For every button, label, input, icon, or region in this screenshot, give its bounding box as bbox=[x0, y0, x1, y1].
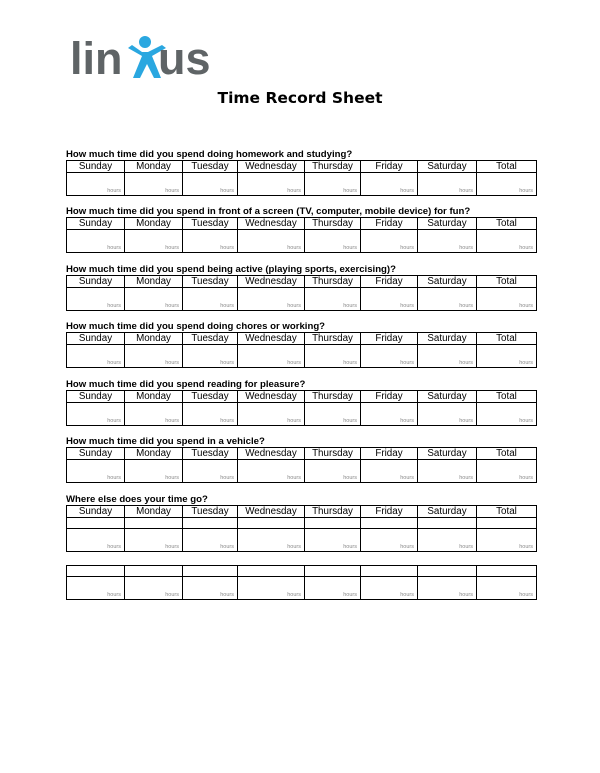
label-cell[interactable] bbox=[67, 518, 125, 529]
day-grid bbox=[66, 275, 537, 311]
hours-label: hours bbox=[343, 188, 357, 194]
day-header-row bbox=[67, 161, 537, 173]
logo-text-left: lin bbox=[70, 33, 123, 84]
entry-cell-tuesday[interactable] bbox=[183, 577, 238, 600]
hours-label: hours bbox=[459, 418, 473, 424]
day-header-total: Total bbox=[477, 506, 537, 518]
entry-cell-saturday[interactable] bbox=[418, 577, 477, 600]
hours-entry-row bbox=[67, 345, 537, 368]
day-header-thursday: Thursday bbox=[305, 448, 361, 460]
label-cell[interactable] bbox=[477, 566, 537, 577]
day-header-sunday: Sunday bbox=[67, 218, 125, 230]
hours-label: hours bbox=[165, 188, 179, 194]
label-cell[interactable] bbox=[418, 566, 477, 577]
entry-cell-thursday[interactable] bbox=[305, 230, 361, 253]
hours-label: hours bbox=[165, 360, 179, 366]
entry-cell-saturday[interactable] bbox=[418, 173, 477, 196]
hours-label: hours bbox=[220, 245, 234, 251]
hours-label: hours bbox=[519, 592, 533, 598]
section-1 bbox=[66, 149, 536, 196]
section-question: How much time did you spend being active (playing sports, exercising)? bbox=[66, 264, 396, 275]
entry-cell-friday[interactable] bbox=[361, 460, 418, 483]
day-grid bbox=[66, 332, 537, 368]
hours-label: hours bbox=[220, 360, 234, 366]
entry-cell-thursday[interactable] bbox=[305, 529, 361, 552]
entry-cell-sunday[interactable] bbox=[67, 460, 125, 483]
hours-label: hours bbox=[220, 188, 234, 194]
entry-cell-sunday[interactable] bbox=[67, 403, 125, 426]
day-header-tuesday: Tuesday bbox=[183, 333, 238, 345]
day-header-saturday: Saturday bbox=[418, 448, 477, 460]
entry-cell-tuesday[interactable] bbox=[183, 529, 238, 552]
entry-cell-monday[interactable] bbox=[125, 345, 183, 368]
hours-label: hours bbox=[220, 592, 234, 598]
hours-label: hours bbox=[220, 303, 234, 309]
label-cell[interactable] bbox=[125, 518, 183, 529]
day-header-monday: Monday bbox=[125, 506, 183, 518]
hours-label: hours bbox=[343, 360, 357, 366]
entry-cell-thursday[interactable] bbox=[305, 460, 361, 483]
hours-entry-row bbox=[67, 529, 537, 552]
day-header-friday: Friday bbox=[361, 391, 418, 403]
day-header-row bbox=[67, 218, 537, 230]
label-cell[interactable] bbox=[305, 518, 361, 529]
day-header-monday: Monday bbox=[125, 218, 183, 230]
day-header-sunday: Sunday bbox=[67, 276, 125, 288]
entry-cell-wednesday[interactable] bbox=[238, 345, 305, 368]
section-question: How much time did you spend reading for pleasure? bbox=[66, 379, 306, 390]
hours-label: hours bbox=[107, 544, 121, 550]
section-question: How much time did you spend in a vehicle? bbox=[66, 436, 265, 447]
day-header-monday: Monday bbox=[125, 333, 183, 345]
section-question: Where else does your time go? bbox=[66, 494, 208, 505]
entry-cell-monday[interactable] bbox=[125, 460, 183, 483]
hours-label: hours bbox=[400, 188, 414, 194]
day-header-total: Total bbox=[477, 391, 537, 403]
day-header-sunday: Sunday bbox=[67, 448, 125, 460]
hours-label: hours bbox=[165, 544, 179, 550]
hours-label: hours bbox=[165, 418, 179, 424]
hours-entry-row bbox=[67, 230, 537, 253]
day-header-tuesday: Tuesday bbox=[183, 276, 238, 288]
hours-label: hours bbox=[343, 418, 357, 424]
day-header-thursday: Thursday bbox=[305, 218, 361, 230]
hours-label: hours bbox=[459, 303, 473, 309]
logo-graphic bbox=[70, 33, 211, 88]
entry-cell-friday[interactable] bbox=[361, 288, 418, 311]
entry-cell-tuesday[interactable] bbox=[183, 173, 238, 196]
blank-label-row bbox=[67, 518, 537, 529]
hours-label: hours bbox=[287, 544, 301, 550]
day-grid bbox=[66, 160, 537, 196]
hours-label: hours bbox=[459, 360, 473, 366]
page-title: Time Record Sheet bbox=[217, 89, 383, 107]
day-header-wednesday: Wednesday bbox=[238, 161, 305, 173]
day-header-saturday: Saturday bbox=[418, 161, 477, 173]
hours-label: hours bbox=[400, 303, 414, 309]
day-header-row bbox=[67, 391, 537, 403]
day-grid bbox=[66, 217, 537, 253]
day-header-wednesday: Wednesday bbox=[238, 218, 305, 230]
hours-label: hours bbox=[400, 592, 414, 598]
hours-label: hours bbox=[165, 245, 179, 251]
label-cell[interactable] bbox=[238, 518, 305, 529]
hours-label: hours bbox=[287, 475, 301, 481]
day-header-friday: Friday bbox=[361, 506, 418, 518]
section-3 bbox=[66, 264, 536, 311]
entry-cell-monday[interactable] bbox=[125, 529, 183, 552]
day-header-wednesday: Wednesday bbox=[238, 448, 305, 460]
day-header-row bbox=[67, 448, 537, 460]
entry-cell-monday[interactable] bbox=[125, 288, 183, 311]
day-header-tuesday: Tuesday bbox=[183, 218, 238, 230]
day-header-monday: Monday bbox=[125, 448, 183, 460]
logo-text-right: us bbox=[158, 33, 211, 84]
day-grid bbox=[66, 505, 537, 552]
label-cell[interactable] bbox=[183, 518, 238, 529]
section-5 bbox=[66, 379, 536, 426]
hours-label: hours bbox=[519, 303, 533, 309]
hours-label: hours bbox=[343, 592, 357, 598]
hours-label: hours bbox=[400, 475, 414, 481]
day-header-friday: Friday bbox=[361, 276, 418, 288]
hours-label: hours bbox=[459, 592, 473, 598]
hours-label: hours bbox=[459, 188, 473, 194]
day-header-thursday: Thursday bbox=[305, 161, 361, 173]
day-grid bbox=[66, 390, 537, 426]
day-header-total: Total bbox=[477, 333, 537, 345]
label-cell[interactable] bbox=[305, 566, 361, 577]
entry-cell-sunday[interactable] bbox=[67, 345, 125, 368]
entry-cell-tuesday[interactable] bbox=[183, 345, 238, 368]
day-header-sunday: Sunday bbox=[67, 161, 125, 173]
hours-label: hours bbox=[165, 475, 179, 481]
entry-cell-friday[interactable] bbox=[361, 230, 418, 253]
entry-cell-tuesday[interactable] bbox=[183, 460, 238, 483]
hours-entry-row bbox=[67, 173, 537, 196]
hours-entry-row bbox=[67, 460, 537, 483]
entry-cell-total[interactable] bbox=[477, 288, 537, 311]
entry-cell-total[interactable] bbox=[477, 529, 537, 552]
entry-cell-thursday[interactable] bbox=[305, 577, 361, 600]
entry-cell-friday[interactable] bbox=[361, 173, 418, 196]
section-question: How much time did you spend doing chores or working? bbox=[66, 321, 326, 332]
hours-label: hours bbox=[519, 418, 533, 424]
section-question: How much time did you spend in front of a screen (TV, computer, mobile device) for fun? bbox=[66, 206, 471, 217]
day-header-total: Total bbox=[477, 276, 537, 288]
blank-label-row bbox=[67, 566, 537, 577]
entry-cell-thursday[interactable] bbox=[305, 173, 361, 196]
entry-cell-wednesday[interactable] bbox=[238, 460, 305, 483]
day-header-saturday: Saturday bbox=[418, 276, 477, 288]
day-header-saturday: Saturday bbox=[418, 333, 477, 345]
hours-label: hours bbox=[107, 188, 121, 194]
day-header-wednesday: Wednesday bbox=[238, 506, 305, 518]
hours-label: hours bbox=[400, 360, 414, 366]
extra-day-grid bbox=[66, 565, 537, 600]
day-header-thursday: Thursday bbox=[305, 506, 361, 518]
hours-label: hours bbox=[107, 360, 121, 366]
entry-cell-monday[interactable] bbox=[125, 403, 183, 426]
hours-label: hours bbox=[343, 544, 357, 550]
day-header-friday: Friday bbox=[361, 448, 418, 460]
hours-label: hours bbox=[343, 245, 357, 251]
label-cell[interactable] bbox=[361, 566, 418, 577]
entry-cell-tuesday[interactable] bbox=[183, 403, 238, 426]
hours-label: hours bbox=[519, 360, 533, 366]
hours-label: hours bbox=[287, 245, 301, 251]
entry-cell-monday[interactable] bbox=[125, 577, 183, 600]
day-header-monday: Monday bbox=[125, 391, 183, 403]
entry-cell-sunday[interactable] bbox=[67, 577, 125, 600]
day-header-wednesday: Wednesday bbox=[238, 276, 305, 288]
day-header-wednesday: Wednesday bbox=[238, 333, 305, 345]
entry-cell-saturday[interactable] bbox=[418, 529, 477, 552]
entry-cell-friday[interactable] bbox=[361, 577, 418, 600]
entry-cell-thursday[interactable] bbox=[305, 288, 361, 311]
hours-label: hours bbox=[459, 544, 473, 550]
day-header-tuesday: Tuesday bbox=[183, 161, 238, 173]
hours-label: hours bbox=[400, 544, 414, 550]
hours-label: hours bbox=[400, 418, 414, 424]
hours-label: hours bbox=[519, 544, 533, 550]
entry-cell-saturday[interactable] bbox=[418, 403, 477, 426]
hours-label: hours bbox=[165, 303, 179, 309]
day-header-tuesday: Tuesday bbox=[183, 448, 238, 460]
entry-cell-saturday[interactable] bbox=[418, 230, 477, 253]
entry-cell-friday[interactable] bbox=[361, 529, 418, 552]
day-header-thursday: Thursday bbox=[305, 391, 361, 403]
entry-cell-friday[interactable] bbox=[361, 403, 418, 426]
entry-cell-wednesday[interactable] bbox=[238, 173, 305, 196]
entry-cell-monday[interactable] bbox=[125, 173, 183, 196]
section-4 bbox=[66, 321, 536, 368]
hours-label: hours bbox=[400, 245, 414, 251]
day-header-friday: Friday bbox=[361, 333, 418, 345]
entry-cell-monday[interactable] bbox=[125, 230, 183, 253]
entry-cell-wednesday[interactable] bbox=[238, 403, 305, 426]
day-header-total: Total bbox=[477, 448, 537, 460]
entry-cell-sunday[interactable] bbox=[67, 230, 125, 253]
day-header-row bbox=[67, 506, 537, 518]
hours-label: hours bbox=[343, 475, 357, 481]
hours-label: hours bbox=[519, 245, 533, 251]
hours-label: hours bbox=[459, 475, 473, 481]
hours-label: hours bbox=[220, 475, 234, 481]
day-header-monday: Monday bbox=[125, 161, 183, 173]
hours-label: hours bbox=[287, 592, 301, 598]
hours-entry-row bbox=[67, 403, 537, 426]
hours-label: hours bbox=[107, 418, 121, 424]
entry-cell-wednesday[interactable] bbox=[238, 288, 305, 311]
day-header-total: Total bbox=[477, 161, 537, 173]
day-header-sunday: Sunday bbox=[67, 391, 125, 403]
day-header-saturday: Saturday bbox=[418, 218, 477, 230]
day-header-thursday: Thursday bbox=[305, 276, 361, 288]
hours-label: hours bbox=[343, 303, 357, 309]
entry-cell-thursday[interactable] bbox=[305, 403, 361, 426]
day-header-thursday: Thursday bbox=[305, 333, 361, 345]
hours-label: hours bbox=[287, 360, 301, 366]
label-cell[interactable] bbox=[477, 518, 537, 529]
entry-cell-friday[interactable] bbox=[361, 345, 418, 368]
hours-label: hours bbox=[107, 245, 121, 251]
entry-cell-sunday[interactable] bbox=[67, 288, 125, 311]
entry-cell-total[interactable] bbox=[477, 173, 537, 196]
day-header-row bbox=[67, 276, 537, 288]
entry-cell-saturday[interactable] bbox=[418, 460, 477, 483]
entry-cell-total[interactable] bbox=[477, 403, 537, 426]
day-header-saturday: Saturday bbox=[418, 506, 477, 518]
hours-label: hours bbox=[107, 475, 121, 481]
day-header-monday: Monday bbox=[125, 276, 183, 288]
entry-cell-saturday[interactable] bbox=[418, 345, 477, 368]
entry-cell-wednesday[interactable] bbox=[238, 529, 305, 552]
section-question: How much time did you spend doing homework and studying? bbox=[66, 149, 353, 160]
hours-label: hours bbox=[165, 592, 179, 598]
day-header-saturday: Saturday bbox=[418, 391, 477, 403]
hours-label: hours bbox=[519, 188, 533, 194]
hours-label: hours bbox=[220, 544, 234, 550]
entry-cell-total[interactable] bbox=[477, 577, 537, 600]
day-header-sunday: Sunday bbox=[67, 506, 125, 518]
day-header-tuesday: Tuesday bbox=[183, 506, 238, 518]
hours-label: hours bbox=[107, 592, 121, 598]
hours-label: hours bbox=[287, 188, 301, 194]
entry-cell-total[interactable] bbox=[477, 345, 537, 368]
hours-label: hours bbox=[107, 303, 121, 309]
entry-cell-sunday[interactable] bbox=[67, 529, 125, 552]
entry-cell-wednesday[interactable] bbox=[238, 230, 305, 253]
day-header-sunday: Sunday bbox=[67, 333, 125, 345]
hours-entry-row bbox=[67, 577, 537, 600]
label-cell[interactable] bbox=[183, 566, 238, 577]
hours-label: hours bbox=[519, 475, 533, 481]
label-cell[interactable] bbox=[67, 566, 125, 577]
entry-cell-total[interactable] bbox=[477, 460, 537, 483]
day-grid bbox=[66, 447, 537, 483]
label-cell[interactable] bbox=[361, 518, 418, 529]
day-header-row bbox=[67, 333, 537, 345]
day-header-friday: Friday bbox=[361, 218, 418, 230]
section-2 bbox=[66, 206, 536, 253]
hours-label: hours bbox=[287, 418, 301, 424]
label-cell[interactable] bbox=[125, 566, 183, 577]
day-header-total: Total bbox=[477, 218, 537, 230]
day-header-wednesday: Wednesday bbox=[238, 391, 305, 403]
entry-cell-saturday[interactable] bbox=[418, 288, 477, 311]
label-cell[interactable] bbox=[238, 566, 305, 577]
entry-cell-tuesday[interactable] bbox=[183, 230, 238, 253]
day-header-friday: Friday bbox=[361, 161, 418, 173]
entry-cell-sunday[interactable] bbox=[67, 173, 125, 196]
label-cell[interactable] bbox=[418, 518, 477, 529]
hours-label: hours bbox=[459, 245, 473, 251]
entry-cell-tuesday[interactable] bbox=[183, 288, 238, 311]
entry-cell-thursday[interactable] bbox=[305, 345, 361, 368]
day-header-tuesday: Tuesday bbox=[183, 391, 238, 403]
entry-cell-wednesday[interactable] bbox=[238, 577, 305, 600]
hours-label: hours bbox=[287, 303, 301, 309]
section-7 bbox=[66, 494, 536, 600]
hours-label: hours bbox=[220, 418, 234, 424]
hours-entry-row bbox=[67, 288, 537, 311]
linkus-logo bbox=[70, 33, 211, 88]
entry-cell-total[interactable] bbox=[477, 230, 537, 253]
section-6 bbox=[66, 436, 536, 483]
